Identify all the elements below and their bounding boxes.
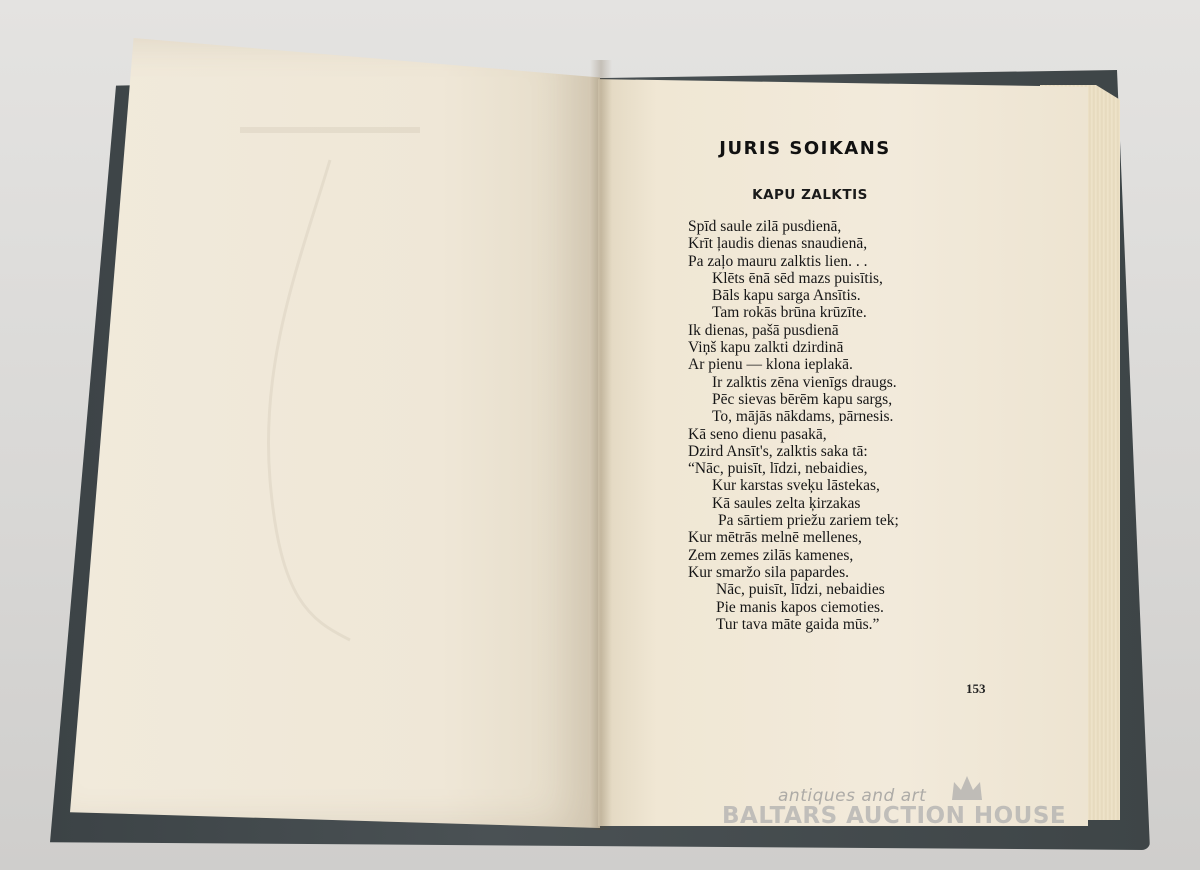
poem-line: Tam rokās brūna krūzīte. xyxy=(712,304,867,322)
poem-line: To, mājās nākdams, pārnesis. xyxy=(712,408,894,426)
poem-line: Krīt ļaudis dienas snaudienā, xyxy=(688,235,868,253)
poem-line: Zem zemes zilās kamenes, xyxy=(688,546,854,564)
poem-line: Ar pienu — klona ieplakā. xyxy=(688,356,853,374)
poem-line: Klēts ēnā sēd mazs puisītis, xyxy=(712,269,883,287)
poem-line: Viņš kapu zalkti dzirdinā xyxy=(688,339,844,357)
poem-line: Pa sārtiem priežu zariem tek; xyxy=(718,512,899,530)
poem-line: Nāc, puisīt, līdzi, nebaidies xyxy=(716,581,885,599)
poem-line: Pēc sievas bērēm kapu sargs, xyxy=(712,390,893,408)
watermark-brand: BALTARS AUCTION HOUSE xyxy=(722,803,1067,829)
poem-line: Kā seno dienu pasakā, xyxy=(688,425,827,443)
poem-text xyxy=(688,218,899,633)
poem-title: KAPU ZALKTIS xyxy=(752,187,868,203)
poem-line: Kur karstas sveķu lāstekas, xyxy=(712,477,880,495)
author-heading: JURIS SOIKANS xyxy=(719,138,891,159)
poem-line: Kā saules zelta ķirzakas xyxy=(712,494,861,512)
poem-line: Pa zaļo mauru zalktis lien. . . xyxy=(688,252,868,270)
poem-line: Kur smaržo sila papardes. xyxy=(688,563,849,581)
poem-line: Ik dienas, pašā pusdienā xyxy=(688,321,839,339)
poem-line: Bāls kapu sarga Ansītis. xyxy=(712,287,861,305)
poem-line: Tur tava māte gaida mūs.” xyxy=(716,615,880,633)
poem-line: “Nāc, puisīt, līdzi, nebaidies, xyxy=(688,460,868,478)
poem-line: Spīd saule zilā pusdienā, xyxy=(688,218,842,235)
watermark-tagline: antiques and art xyxy=(778,786,927,806)
poem-line: Dzird Ansīt's, zalktis saka tā: xyxy=(688,442,868,460)
crown-icon xyxy=(950,774,984,804)
poem-line: Kur mētrās melnē mellenes, xyxy=(688,529,862,547)
book-gutter xyxy=(590,60,612,830)
page-number: 153 xyxy=(966,681,986,696)
poem-line: Pie manis kapos ciemoties. xyxy=(716,598,884,616)
show-through-illustration xyxy=(150,100,510,660)
poem-line: Ir zalktis zēna vienīgs draugs. xyxy=(712,373,897,391)
